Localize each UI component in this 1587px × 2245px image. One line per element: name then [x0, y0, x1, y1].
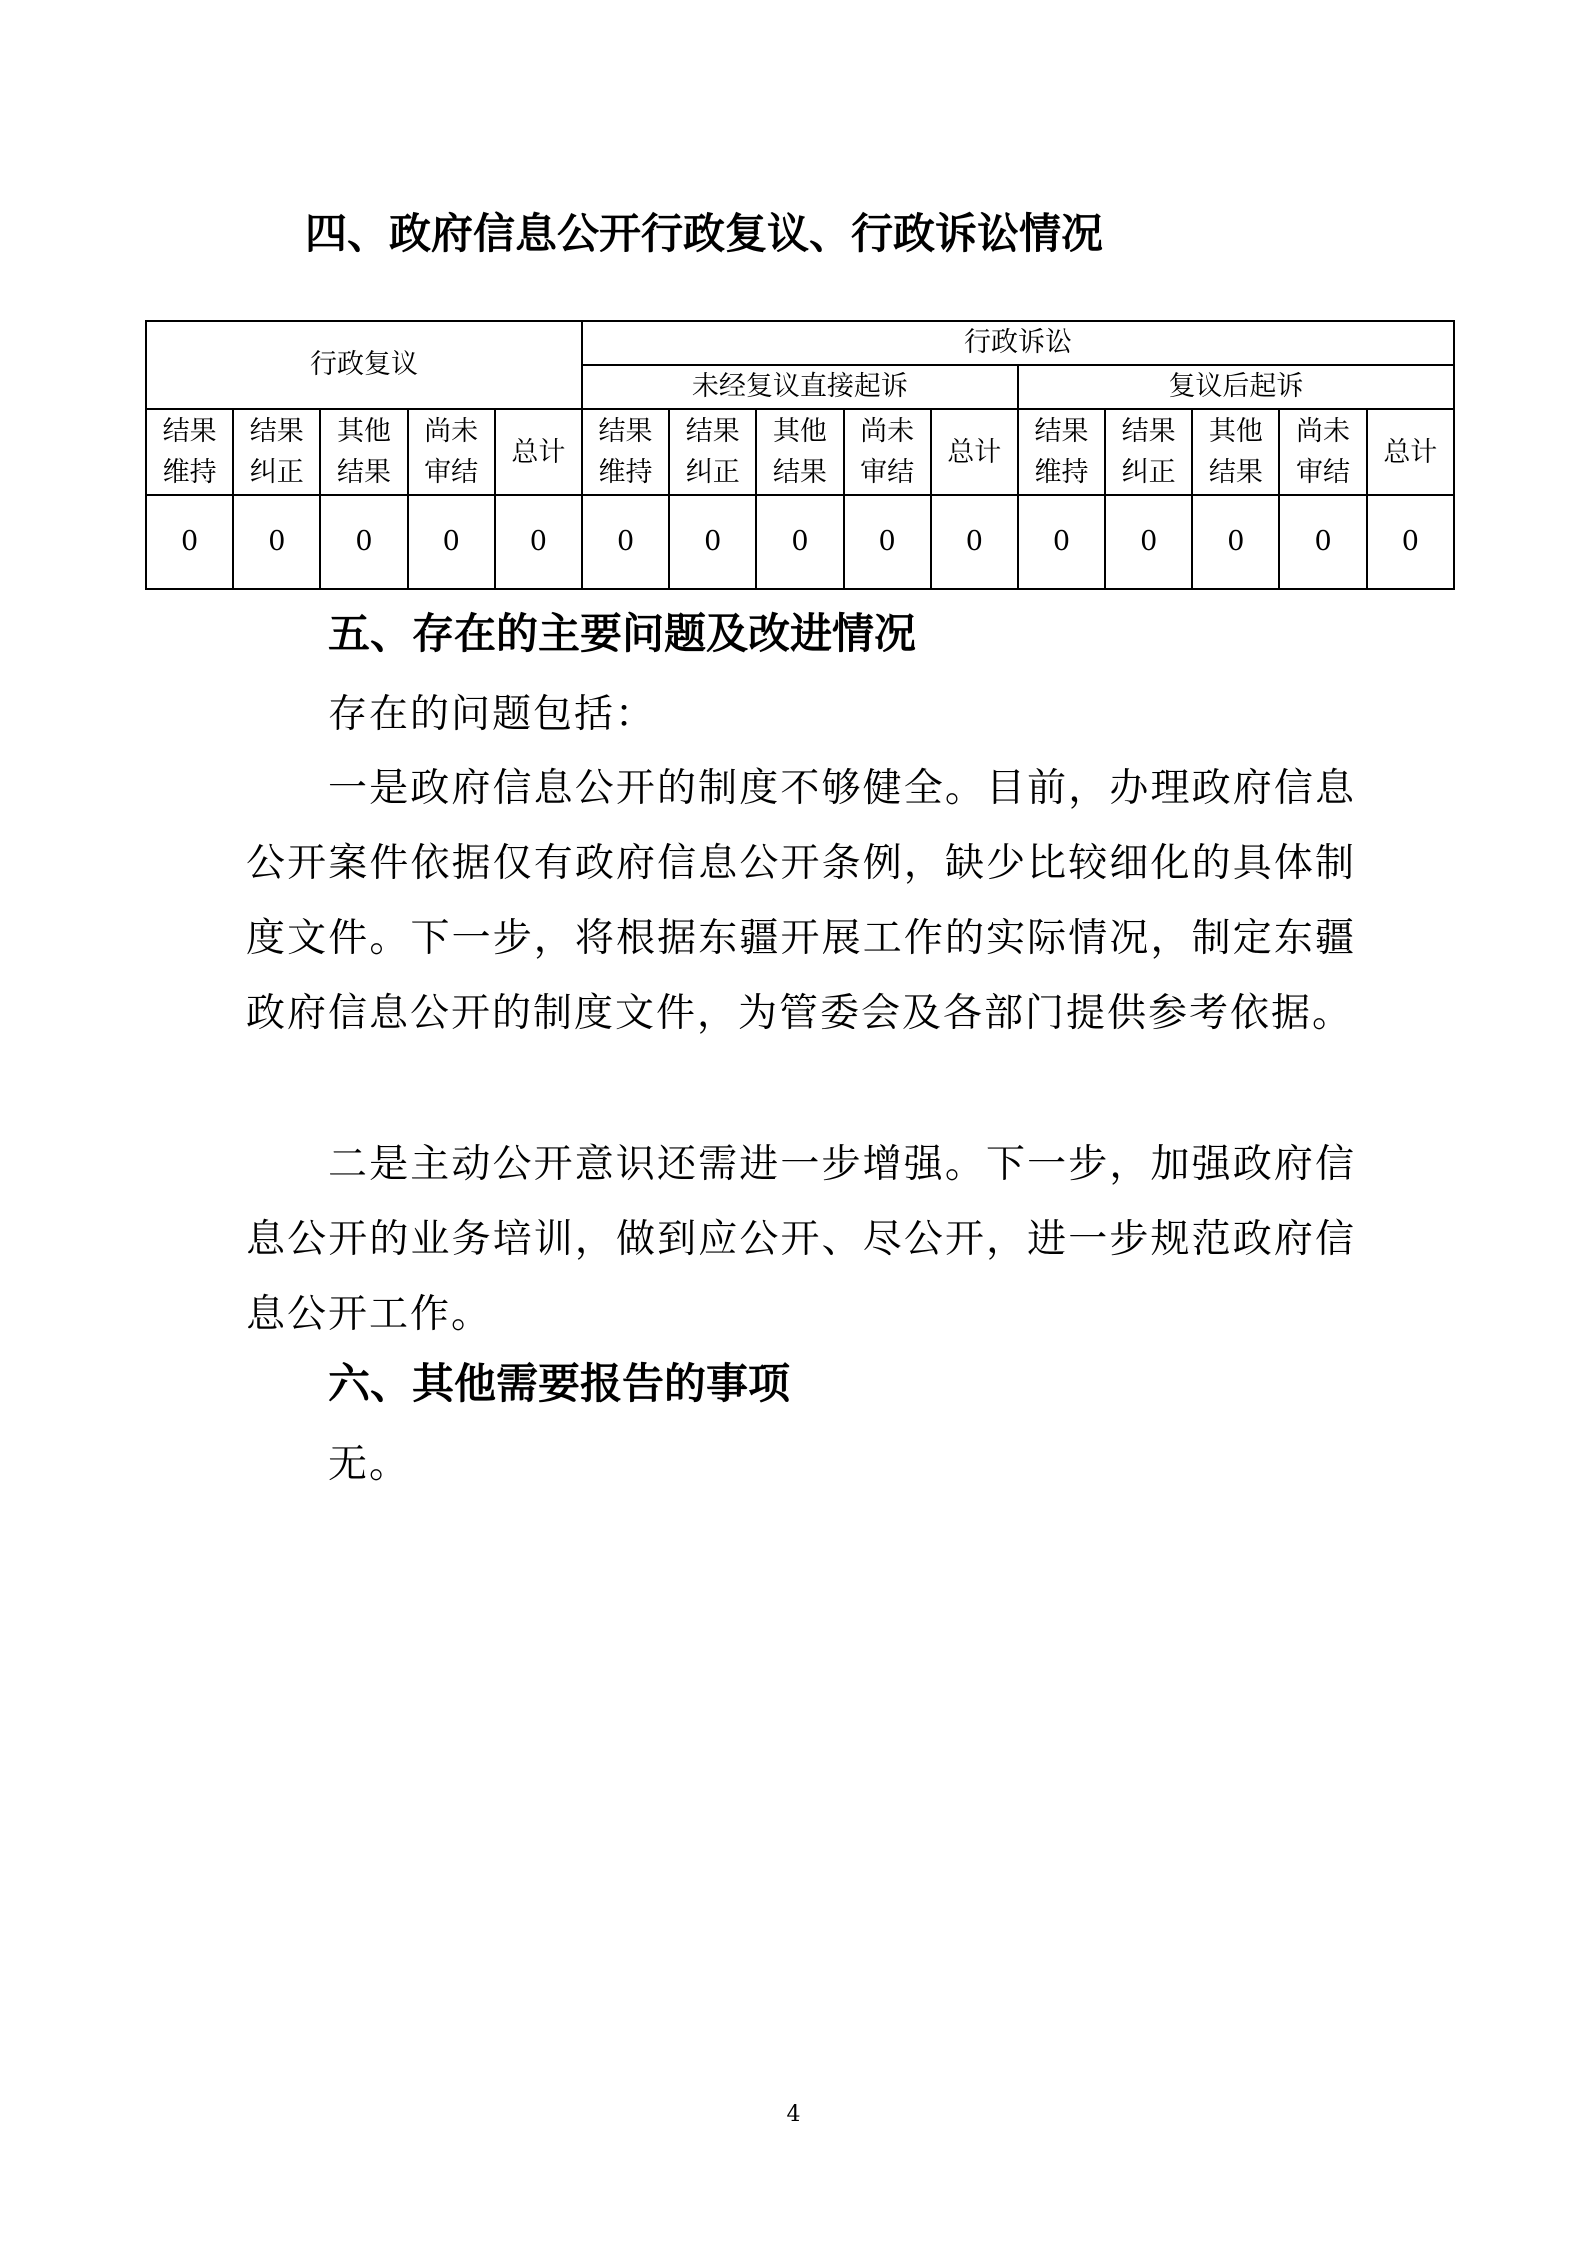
- after-other-value: 0: [1192, 495, 1279, 589]
- direct-corrected-value: 0: [669, 495, 756, 589]
- review-col-corrected: 结果纠正: [233, 409, 320, 495]
- direct-pending-value: 0: [844, 495, 931, 589]
- direct-maintained-value: 0: [582, 495, 669, 589]
- after-col-maintained: 结果维持: [1018, 409, 1105, 495]
- direct-total-value: 0: [931, 495, 1018, 589]
- table-row: [146, 495, 1454, 589]
- direct-col-total: 总计: [931, 409, 1018, 495]
- after-col-corrected: 结果纠正: [1105, 409, 1192, 495]
- review-col-maintained: 结果维持: [146, 409, 233, 495]
- after-corrected-value: 0: [1105, 495, 1192, 589]
- review-pending-value: 0: [408, 495, 495, 589]
- section-6-title: 六、其他需要报告的事项: [328, 1359, 791, 1408]
- section-6-content: 无。: [328, 1442, 411, 1487]
- after-total-value: 0: [1367, 495, 1454, 589]
- direct-other-value: 0: [756, 495, 843, 589]
- review-total-value: 0: [495, 495, 582, 589]
- direct-col-pending: 尚未审结: [844, 409, 931, 495]
- after-col-total: 总计: [1367, 409, 1454, 495]
- problem-one-paragraph: 一是政府信息公开的制度不够健全。目前，办理政府信息公开案件依据仅有政府信息公开条例，缺少比较细化的具体制度文件。下一步，将根据东疆开展工作的实际情况，制定东疆政府信息公开的制度文件，为管委会及各部门提供参考依据。: [246, 766, 1356, 1036]
- page-number: 4: [786, 2102, 801, 2127]
- problem-two-paragraph: 二是主动公开意识还需进一步增强。下一步，加强政府信息公开的业务培训，做到应公开、尽公开，进一步规范政府信息公开工作。: [246, 1142, 1356, 1337]
- section-5-title: 五、存在的主要问题及改进情况: [328, 609, 917, 658]
- direct-suit-header: 未经复议直接起诉: [582, 365, 1018, 409]
- after-pending-value: 0: [1279, 495, 1366, 589]
- after-review-suit-header: 复议后起诉: [1018, 365, 1454, 409]
- review-maintained-value: 0: [146, 495, 233, 589]
- after-col-other: 其他结果: [1192, 409, 1279, 495]
- review-col-pending: 尚未审结: [408, 409, 495, 495]
- review-other-value: 0: [320, 495, 407, 589]
- review-col-total: 总计: [495, 409, 582, 495]
- review-corrected-value: 0: [233, 495, 320, 589]
- section-4-title: 四、政府信息公开行政复议、行政诉讼情况: [305, 209, 1104, 258]
- direct-col-other: 其他结果: [756, 409, 843, 495]
- review-col-other: 其他结果: [320, 409, 407, 495]
- direct-col-corrected: 结果纠正: [669, 409, 756, 495]
- direct-col-maintained: 结果维持: [582, 409, 669, 495]
- administrative-review-header: 行政复议: [146, 321, 582, 409]
- after-col-pending: 尚未审结: [1279, 409, 1366, 495]
- administrative-litigation-header: 行政诉讼: [582, 321, 1454, 365]
- after-maintained-value: 0: [1018, 495, 1105, 589]
- problems-intro: 存在的问题包括：: [328, 692, 657, 737]
- review-litigation-table: [145, 320, 1455, 590]
